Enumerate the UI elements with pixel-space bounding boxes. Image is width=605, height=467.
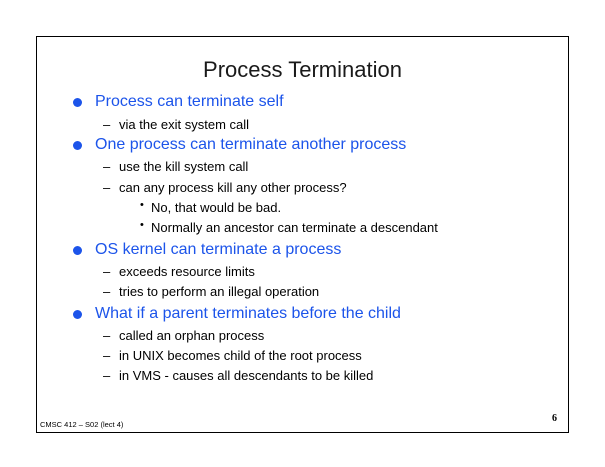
sub-bullet bbox=[103, 159, 249, 174]
course-footer: CMSC 412 – S02 (lect 4) bbox=[40, 420, 124, 429]
bullet-heading: One process can terminate another process bbox=[95, 136, 407, 153]
sub-bullet-text: in VMS - causes all descendants to be killed bbox=[119, 368, 374, 383]
bullet-dot-icon bbox=[73, 310, 82, 319]
sub-bullet-text: exceeds resource limits bbox=[119, 264, 255, 279]
page-number: 6 bbox=[552, 413, 557, 424]
sub-sub-bullet-text: No, that would be bad. bbox=[151, 200, 282, 215]
sub-sub-bullet-text: Normally an ancestor can terminate a descendant bbox=[151, 220, 438, 235]
sub-bullet bbox=[103, 264, 255, 279]
bullet-dot-icon bbox=[73, 98, 82, 107]
small-bullet-icon: • bbox=[140, 199, 144, 211]
bullet-process-terminate-self bbox=[95, 94, 284, 110]
dash-icon: – bbox=[103, 348, 111, 363]
sub-bullet bbox=[103, 117, 250, 132]
dash-icon: – bbox=[103, 180, 111, 195]
sub-bullet-text: in UNIX becomes child of the root process bbox=[119, 348, 362, 363]
sub-bullet-text: can any process kill any other process? bbox=[119, 180, 347, 195]
sub-sub-bullet bbox=[140, 219, 438, 235]
dash-icon: – bbox=[103, 368, 111, 383]
bullet-dot-icon bbox=[73, 246, 82, 255]
sub-bullet bbox=[103, 284, 320, 299]
bullet-dot-icon bbox=[73, 141, 82, 150]
bullet-heading: OS kernel can terminate a process bbox=[95, 241, 342, 258]
sub-bullet-text: via the exit system call bbox=[119, 117, 250, 132]
sub-bullet bbox=[103, 328, 265, 343]
sub-bullet bbox=[103, 368, 374, 383]
dash-icon: – bbox=[103, 117, 111, 132]
bullet-heading: Process can terminate self bbox=[95, 93, 284, 110]
dash-icon: – bbox=[103, 264, 111, 279]
bullet-heading: What if a parent terminates before the child bbox=[95, 305, 401, 322]
sub-bullet-text: tries to perform an illegal operation bbox=[119, 284, 320, 299]
sub-bullet-text: use the kill system call bbox=[119, 159, 249, 174]
bullet-kernel-terminate bbox=[95, 242, 341, 258]
small-bullet-icon: • bbox=[140, 219, 144, 231]
bullet-parent-terminates bbox=[95, 306, 401, 322]
slide-title: Process Termination bbox=[203, 57, 402, 82]
sub-bullet-text: called an orphan process bbox=[119, 328, 265, 343]
sub-sub-bullet bbox=[140, 199, 282, 215]
slide-frame bbox=[36, 36, 569, 433]
dash-icon: – bbox=[103, 284, 111, 299]
bullet-terminate-another bbox=[95, 137, 406, 153]
sub-bullet bbox=[103, 180, 347, 195]
dash-icon: – bbox=[103, 328, 111, 343]
dash-icon: – bbox=[103, 159, 111, 174]
sub-bullet bbox=[103, 348, 362, 363]
